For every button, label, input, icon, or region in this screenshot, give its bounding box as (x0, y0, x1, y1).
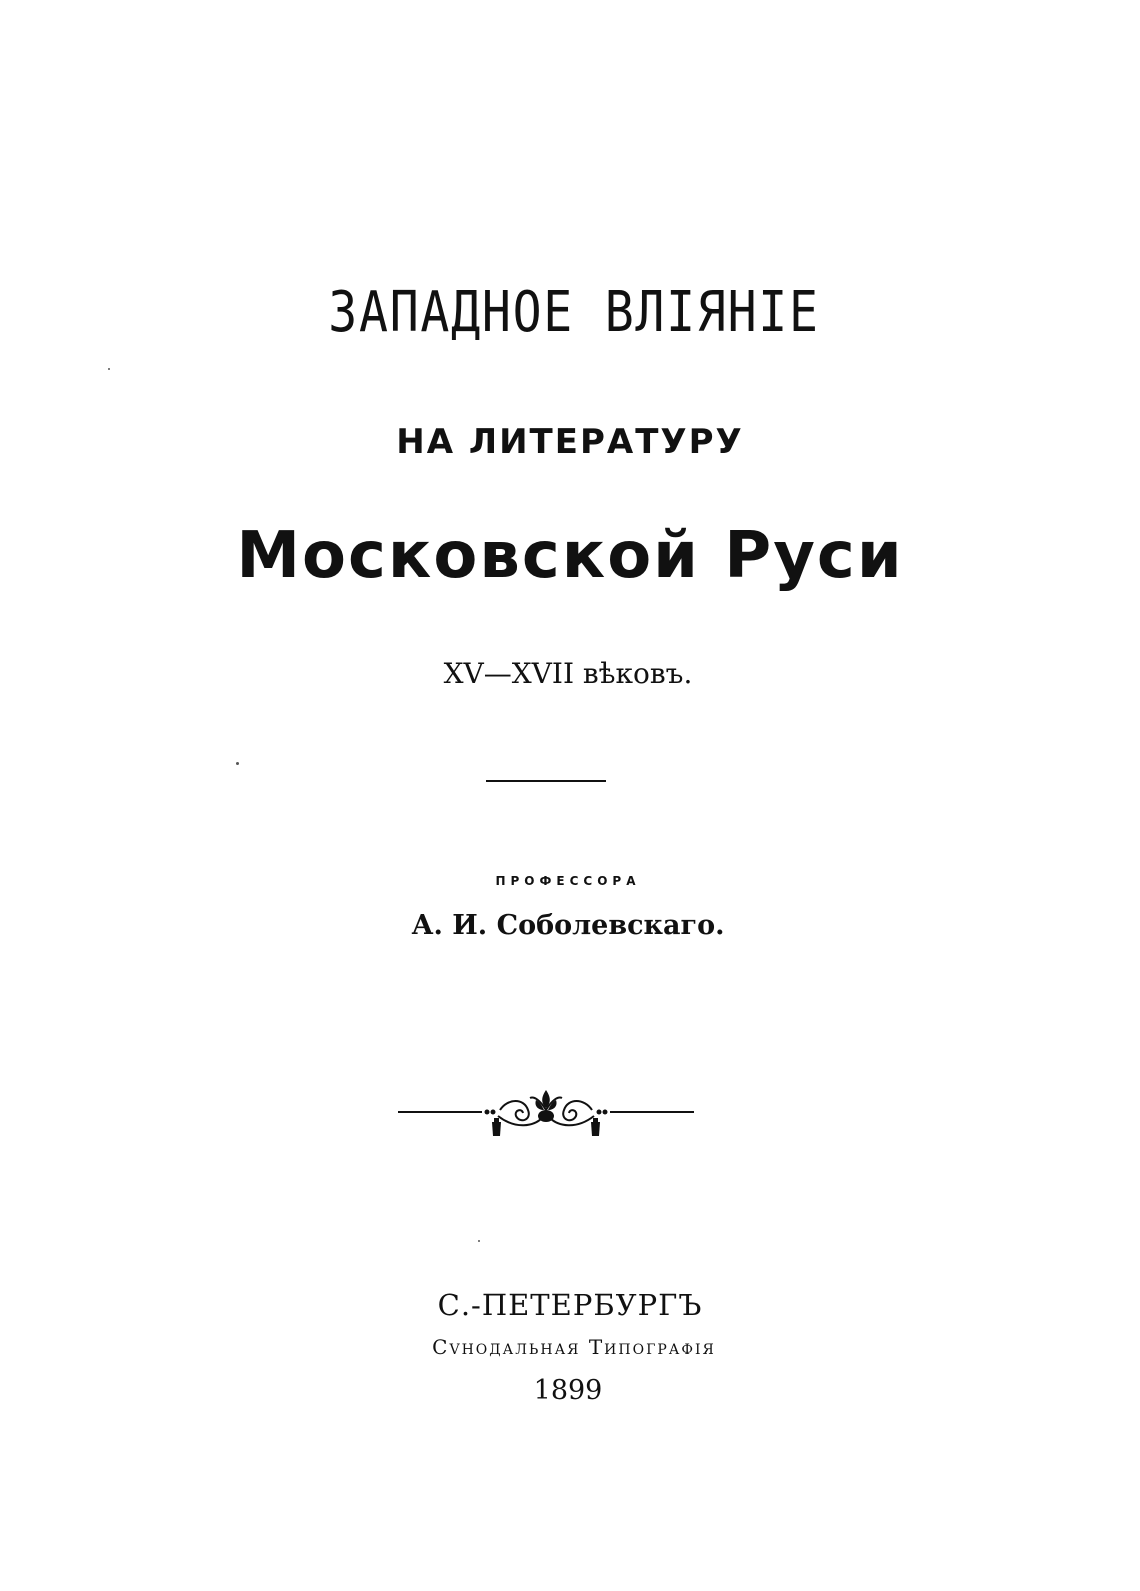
paper-speck (108, 368, 110, 370)
title-line-4: XV—XVII вѣковъ. (443, 657, 693, 690)
title-line-1: ЗАПАДНОЕ ВЛІЯНІЕ (328, 280, 820, 345)
paper-speck (478, 1240, 480, 1242)
title-line-3: Московской Руси (236, 519, 904, 593)
floral-ornament-icon (396, 1086, 696, 1142)
title-line-2: НА ЛИТЕРАТУРУ (396, 422, 744, 462)
publication-place: С.-ПЕТЕРБУРГЪ (437, 1288, 703, 1322)
separator-rule (486, 780, 606, 782)
printer-name: Сvнодальная Типографія (432, 1335, 716, 1359)
author-label: ПРОФЕССОРА (495, 874, 641, 888)
author-name: А. И. Соболевскаго. (411, 910, 725, 941)
paper-speck (236, 762, 239, 765)
publication-year: 1899 (533, 1375, 603, 1406)
